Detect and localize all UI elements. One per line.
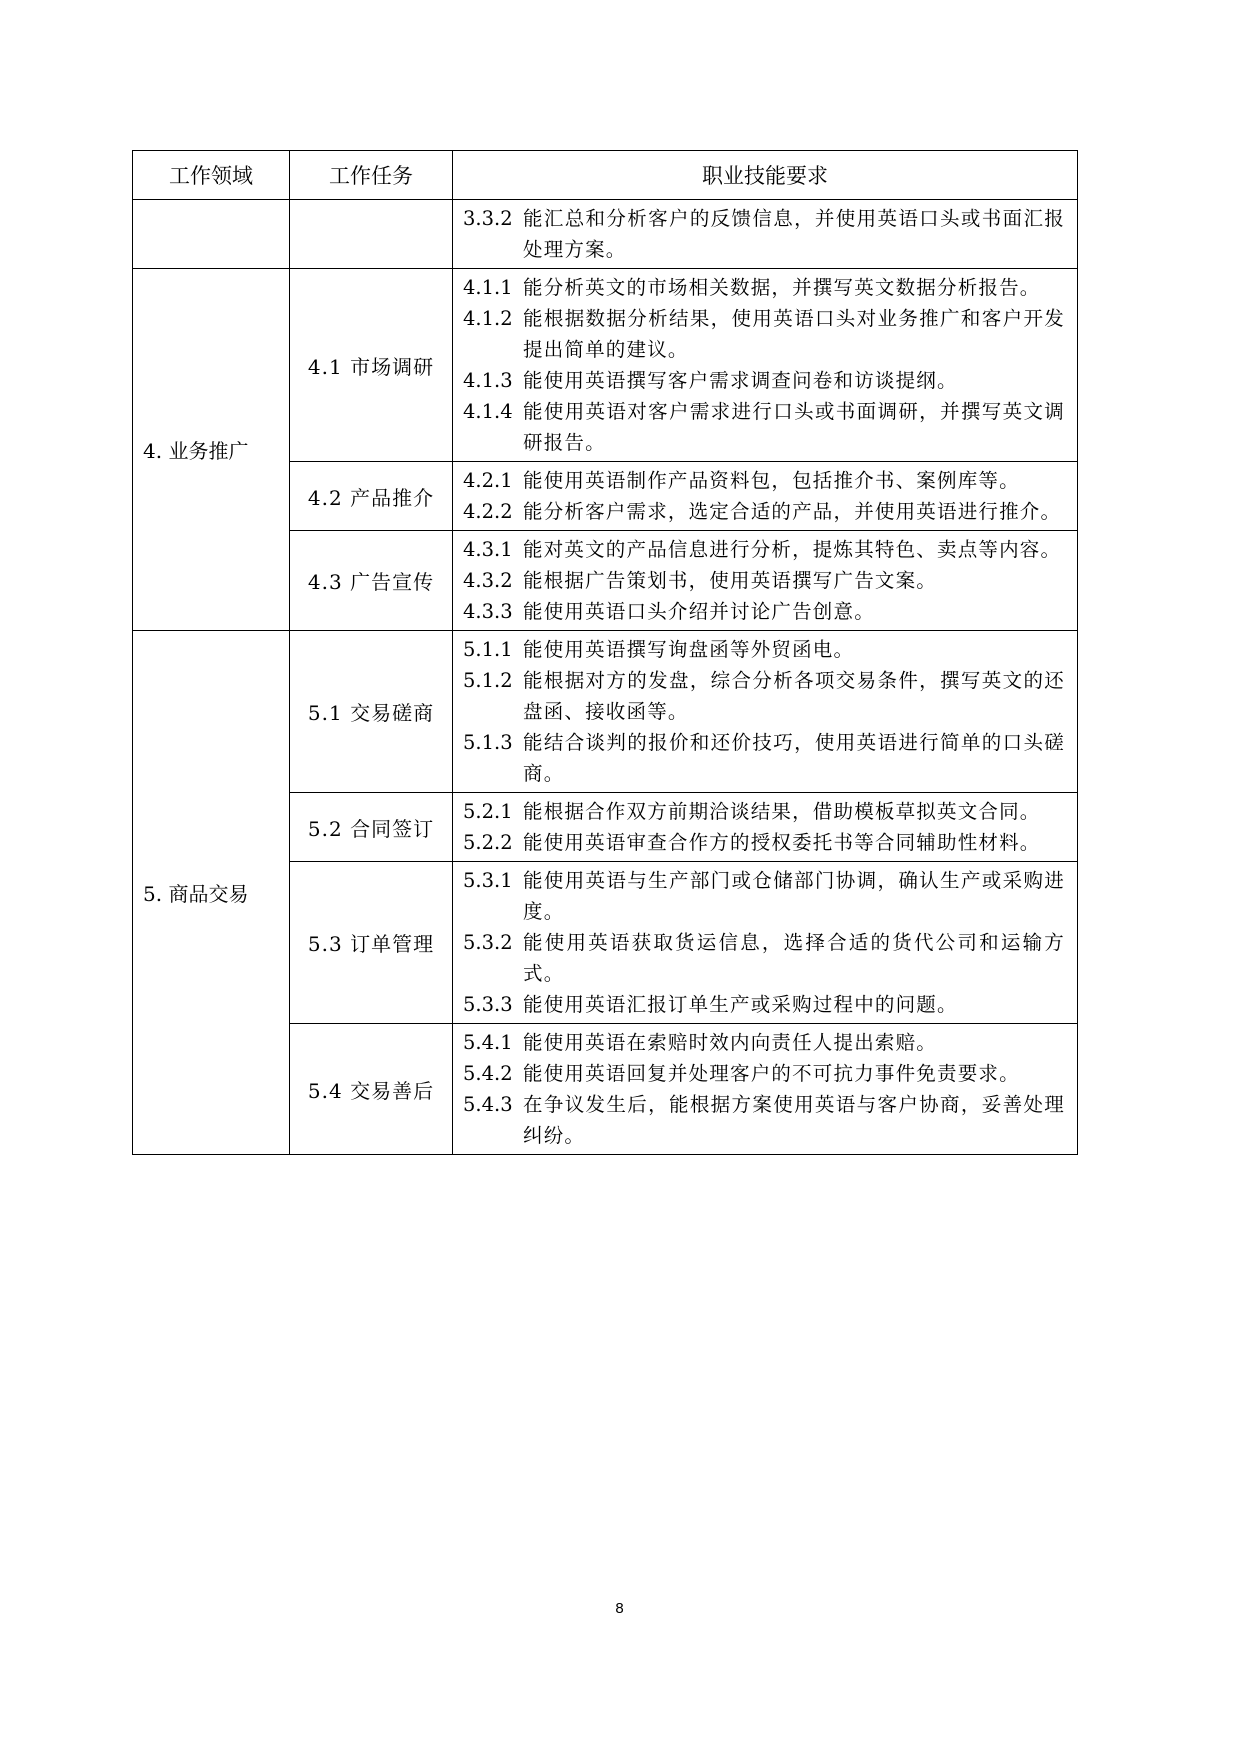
work-task-cell: 4.2 产品推介 (290, 462, 453, 531)
requirement-text: 能汇总和分析客户的反馈信息，并使用英语口头或书面汇报处理方案。 (523, 207, 1065, 261)
requirement-text: 能使用英语口头介绍并讨论广告创意。 (523, 600, 875, 623)
requirement-item (463, 1027, 1065, 1058)
requirement-number: 4.2.2 (463, 500, 513, 523)
requirement-number: 5.3.2 (463, 931, 513, 954)
requirement-item (463, 303, 1065, 365)
requirement-text: 能根据广告策划书，使用英语撰写广告文案。 (523, 569, 938, 592)
skills-cell (453, 793, 1078, 862)
continuation-row (133, 200, 1078, 269)
requirement-number: 4.3.2 (463, 569, 513, 592)
requirement-item (463, 203, 1065, 265)
requirement-text: 能使用英语在索赔时效内向责任人提出索赔。 (523, 1031, 938, 1054)
header-work-task: 工作任务 (290, 151, 453, 200)
requirement-item (463, 989, 1065, 1020)
requirement-text: 能根据数据分析结果，使用英语口头对业务推广和客户开发提出简单的建议。 (523, 307, 1065, 361)
requirement-number: 5.1.1 (463, 638, 513, 661)
requirement-number: 3.3.2 (463, 207, 513, 230)
task-row (133, 631, 1078, 793)
requirement-text: 能对英文的产品信息进行分析，提炼其特色、卖点等内容。 (523, 538, 1062, 561)
requirement-number: 4.3.3 (463, 600, 513, 623)
requirement-item (463, 565, 1065, 596)
requirement-item (463, 1089, 1065, 1151)
header-row (133, 151, 1078, 200)
skills-cell (453, 1024, 1078, 1155)
requirement-number: 4.1.3 (463, 369, 513, 392)
requirement-item (463, 365, 1065, 396)
table-body (133, 200, 1078, 1155)
skills-table (132, 150, 1078, 1155)
requirement-item (463, 396, 1065, 458)
requirement-item (463, 596, 1065, 627)
requirement-text: 能使用英语汇报订单生产或采购过程中的问题。 (523, 993, 958, 1016)
requirement-number: 5.2.2 (463, 831, 513, 854)
requirement-number: 5.4.1 (463, 1031, 513, 1054)
task-row (133, 269, 1078, 462)
skills-cell (453, 269, 1078, 462)
requirement-text: 能分析英文的市场相关数据，并撰写英文数据分析报告。 (523, 276, 1041, 299)
header-skill-requirements: 职业技能要求 (453, 151, 1078, 200)
requirement-text: 在争议发生后，能根据方案使用英语与客户协商，妥善处理纠纷。 (523, 1093, 1065, 1147)
requirement-number: 4.1.4 (463, 400, 513, 423)
work-task-cell: 5.2 合同签订 (290, 793, 453, 862)
requirement-item (463, 927, 1065, 989)
requirement-text: 能使用英语撰写客户需求调查问卷和访谈提纲。 (523, 369, 958, 392)
requirement-item (463, 727, 1065, 789)
requirement-text: 能使用英语与生产部门或仓储部门协调，确认生产或采购进度。 (523, 869, 1065, 923)
skills-cell (453, 531, 1078, 631)
requirement-text: 能使用英语回复并处理客户的不可抗力事件免责要求。 (523, 1062, 1020, 1085)
requirement-item (463, 496, 1065, 527)
work-area-cell: 4. 业务推广 (133, 269, 290, 631)
work-task-cell: 4.3 广告宣传 (290, 531, 453, 631)
work-task-cell: 5.1 交易磋商 (290, 631, 453, 793)
requirement-number: 4.1.1 (463, 276, 513, 299)
requirement-item (463, 634, 1065, 665)
requirement-number: 4.1.2 (463, 307, 513, 330)
requirement-item (463, 865, 1065, 927)
requirement-number: 4.2.1 (463, 469, 513, 492)
work-task-cell: 5.4 交易善后 (290, 1024, 453, 1155)
work-task-cell: 4.1 市场调研 (290, 269, 453, 462)
work-task-cell-empty (290, 200, 453, 269)
requirement-number: 5.4.3 (463, 1093, 513, 1116)
requirement-text: 能使用英语制作产品资料包，包括推介书、案例库等。 (523, 469, 1020, 492)
requirement-item (463, 827, 1065, 858)
requirement-number: 4.3.1 (463, 538, 513, 561)
work-area-cell: 5. 商品交易 (133, 631, 290, 1155)
requirement-number: 5.3.1 (463, 869, 513, 892)
requirement-item (463, 272, 1065, 303)
requirement-text: 能分析客户需求，选定合适的产品，并使用英语进行推介。 (523, 500, 1062, 523)
requirement-text: 能使用英语对客户需求进行口头或书面调研，并撰写英文调研报告。 (523, 400, 1065, 454)
requirement-item (463, 665, 1065, 727)
requirement-number: 5.4.2 (463, 1062, 513, 1085)
requirement-text: 能使用英语撰写询盘函等外贸函电。 (523, 638, 855, 661)
requirement-item (463, 465, 1065, 496)
requirement-item (463, 796, 1065, 827)
requirement-text: 能根据合作双方前期洽谈结果，借助模板草拟英文合同。 (523, 800, 1041, 823)
header-work-area: 工作领域 (133, 151, 290, 200)
requirement-text: 能使用英语审查合作方的授权委托书等合同辅助性材料。 (523, 831, 1041, 854)
requirement-text: 能结合谈判的报价和还价技巧，使用英语进行简单的口头磋商。 (523, 731, 1065, 785)
requirement-text: 能根据对方的发盘，综合分析各项交易条件，撰写英文的还盘函、接收函等。 (523, 669, 1065, 723)
page-number: 8 (615, 1600, 624, 1617)
skills-cell (453, 631, 1078, 793)
requirement-item (463, 1058, 1065, 1089)
requirement-number: 5.1.3 (463, 731, 513, 754)
skills-cell (453, 862, 1078, 1024)
requirement-number: 5.1.2 (463, 669, 513, 692)
work-task-cell: 5.3 订单管理 (290, 862, 453, 1024)
skills-cell (453, 200, 1078, 269)
requirement-text: 能使用英语获取货运信息，选择合适的货代公司和运输方式。 (523, 931, 1065, 985)
work-area-cell-empty (133, 200, 290, 269)
requirement-number: 5.3.3 (463, 993, 513, 1016)
requirement-item (463, 534, 1065, 565)
skills-cell (453, 462, 1078, 531)
requirement-number: 5.2.1 (463, 800, 513, 823)
